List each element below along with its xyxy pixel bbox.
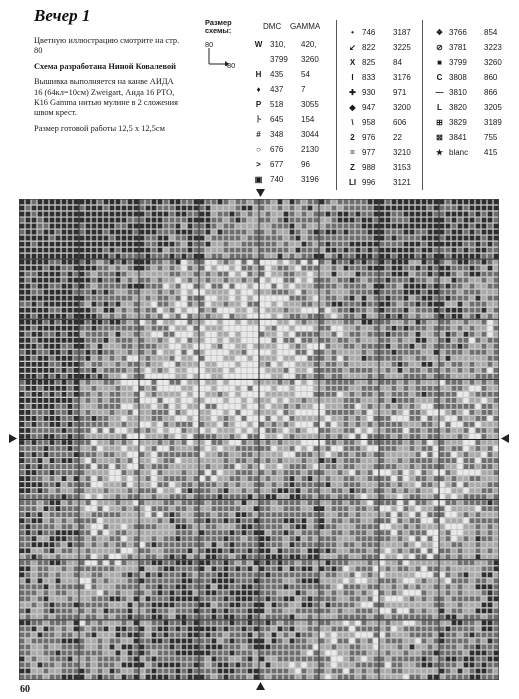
- legend-dmc-code: 930: [362, 88, 376, 97]
- legend-gamma-code: 3055: [301, 100, 319, 109]
- legend-row: [253, 129, 343, 141]
- legend-symbol-icon: ト: [254, 115, 263, 124]
- legend-gamma-code: 3196: [301, 175, 319, 184]
- legend-symbol-icon: W: [254, 40, 263, 49]
- legend-dmc-code: 3808: [449, 73, 467, 82]
- legend-dmc-code: 437: [270, 85, 284, 94]
- legend-row: [347, 147, 437, 159]
- legend-gamma-code: 971: [393, 88, 407, 97]
- legend-row: [253, 144, 343, 156]
- legend-row: [253, 159, 343, 171]
- legend-dmc-code: 645: [270, 115, 284, 124]
- legend-row: [347, 42, 437, 54]
- legend-dmc-code: 348: [270, 130, 284, 139]
- legend-row: [434, 132, 519, 144]
- gamma-column-header: GAMMA: [290, 22, 321, 31]
- chart-grid: [19, 199, 499, 680]
- legend-symbol-icon: C: [436, 73, 443, 82]
- legend-gamma-code: 3260: [484, 58, 502, 67]
- legend-symbol-icon: I: [351, 73, 354, 82]
- legend-dmc-code: blanc: [449, 148, 469, 157]
- legend-row: [434, 102, 519, 114]
- legend-symbol-icon: ⊞: [436, 118, 443, 127]
- legend-gamma-code: 22: [393, 133, 402, 142]
- legend-symbol-icon: ◆: [349, 103, 356, 112]
- legend-row: [253, 174, 343, 186]
- legend-row: [347, 57, 437, 69]
- legend-gamma-code: 415: [484, 148, 498, 157]
- legend-gamma-code: 3260: [301, 55, 319, 64]
- page-number: 60: [20, 684, 30, 695]
- legend-row: [347, 162, 437, 174]
- scale-arrow-icon: [207, 48, 229, 66]
- legend-symbol-icon: 2: [350, 133, 355, 142]
- legend-symbol-icon: P: [255, 100, 262, 109]
- author-note: Схема разработана Ниной Ковалевой: [34, 61, 176, 71]
- legend-gamma-code: 7: [301, 85, 306, 94]
- scale-label: [205, 19, 232, 34]
- legend-row: [434, 147, 519, 159]
- legend-gamma-code: 3225: [393, 43, 411, 52]
- legend-gamma-code: 3205: [484, 103, 502, 112]
- scale-width: 80: [205, 40, 214, 49]
- legend-gamma-code: 3210: [393, 148, 411, 157]
- legend-dmc-code: 3766: [449, 28, 467, 37]
- legend-symbol-icon: #: [256, 130, 261, 139]
- legend-divider: [422, 20, 423, 190]
- legend-dmc-code: 3799: [449, 58, 467, 67]
- legend-row: [347, 117, 437, 129]
- legend-row: [434, 117, 519, 129]
- scale-label-line1: Размер: [205, 18, 232, 27]
- legend-gamma-code: 3187: [393, 28, 411, 37]
- legend-symbol-icon: ★: [435, 148, 444, 157]
- legend-dmc-code: 988: [362, 163, 376, 172]
- legend-symbol-icon: H: [255, 70, 262, 79]
- legend-row: [434, 87, 519, 99]
- legend-row: [253, 114, 343, 126]
- legend-row: [253, 69, 343, 81]
- legend-gamma-code: 860: [484, 73, 498, 82]
- legend-dmc-code: 822: [362, 43, 376, 52]
- legend-gamma-code: 3200: [393, 103, 411, 112]
- legend-gamma-code: 54: [301, 70, 310, 79]
- legend-symbol-icon: LI: [348, 178, 357, 187]
- legend-row: [434, 42, 519, 54]
- legend-row: [253, 99, 343, 111]
- legend-dmc-code: 740: [270, 175, 284, 184]
- legend-gamma-code: 3121: [393, 178, 411, 187]
- finished-size-text: Размер готовой работы 12,5 х 12,5см: [34, 123, 165, 133]
- legend-row: [347, 72, 437, 84]
- legend-symbol-icon: ▣: [254, 175, 263, 184]
- legend-symbol-icon: =: [350, 148, 355, 157]
- legend-dmc-code: 996: [362, 178, 376, 187]
- legend-symbol-icon: L: [437, 103, 442, 112]
- legend-row: [347, 102, 437, 114]
- instructions-text: Вышивка выполняется на канве АИДА 16 (64кл=10см) Zweigart, Аида 16 РТО, К16 Gamma нитью мулине в 2 сложения швом крест.: [34, 77, 178, 118]
- legend-row: [434, 72, 519, 84]
- legend-row: [434, 27, 519, 39]
- legend-symbol-icon: \: [351, 118, 354, 127]
- legend-gamma-code: 866: [484, 88, 498, 97]
- legend-symbol-icon: ❖: [435, 28, 444, 37]
- legend-symbol-icon: ○: [256, 145, 261, 154]
- legend-gamma-code: 96: [301, 160, 310, 169]
- intro-text-block: [34, 36, 184, 139]
- legend-symbol-icon: ↙: [349, 43, 356, 52]
- legend-dmc-code: 3841: [449, 133, 467, 142]
- legend-dmc-code: 3781: [449, 43, 467, 52]
- legend-symbol-icon: ♦: [256, 85, 261, 94]
- legend-gamma-code: 3153: [393, 163, 411, 172]
- legend-symbol-icon: •: [351, 28, 354, 37]
- legend-dmc-code: 976: [362, 133, 376, 142]
- center-marker-top-icon: [256, 189, 265, 197]
- legend-gamma-code: 84: [393, 58, 402, 67]
- legend-gamma-code: 420,: [301, 40, 317, 49]
- center-marker-bottom-icon: [256, 682, 265, 690]
- legend-row: [347, 27, 437, 39]
- scale-height: 80: [227, 61, 236, 70]
- legend-row: [347, 132, 437, 144]
- legend-dmc-code: 958: [362, 118, 376, 127]
- legend-dmc-code: 3810: [449, 88, 467, 97]
- legend-dmc-code: 947: [362, 103, 376, 112]
- legend-gamma-code: 154: [301, 115, 315, 124]
- legend-dmc-code: 825: [362, 58, 376, 67]
- legend-dmc-code: 310,: [270, 40, 286, 49]
- center-marker-right-icon: [501, 434, 509, 443]
- legend-symbol-icon: —: [435, 88, 444, 97]
- cross-stitch-chart: [19, 199, 499, 680]
- legend-symbol-icon: ✚: [349, 88, 356, 97]
- legend-symbol-icon: ■: [437, 58, 442, 67]
- legend-dmc-code: 3799: [270, 55, 288, 64]
- legend-dmc-code: 435: [270, 70, 284, 79]
- legend-dmc-code: 518: [270, 100, 284, 109]
- legend-symbol-icon: ⊘: [436, 43, 443, 52]
- legend-dmc-code: 746: [362, 28, 376, 37]
- legend-gamma-code: 3044: [301, 130, 319, 139]
- legend-dmc-code: 677: [270, 160, 284, 169]
- center-marker-left-icon: [9, 434, 17, 443]
- legend-symbol-icon: ⊠: [436, 133, 443, 142]
- illustration-note: Цветную иллюстрацию смотрите на стр. 80: [34, 36, 180, 56]
- legend-row: [253, 54, 343, 66]
- legend-divider: [336, 20, 337, 190]
- scale-label-line2: схемы:: [205, 25, 232, 35]
- legend-gamma-code: 3223: [484, 43, 502, 52]
- legend-row: [347, 87, 437, 99]
- legend-row: [434, 57, 519, 69]
- legend-gamma-code: 3176: [393, 73, 411, 82]
- legend-row: [347, 177, 437, 189]
- legend-row: [253, 84, 343, 96]
- legend-symbol-icon: Z: [350, 163, 355, 172]
- legend-gamma-code: 3189: [484, 118, 502, 127]
- legend-dmc-code: 676: [270, 145, 284, 154]
- legend-gamma-code: 854: [484, 28, 498, 37]
- legend-symbol-icon: X: [349, 58, 356, 67]
- dmc-column-header: DMC: [263, 22, 282, 31]
- page-title: Вечер 1: [34, 6, 91, 25]
- legend-row: [253, 39, 343, 51]
- legend-dmc-code: 977: [362, 148, 376, 157]
- legend-dmc-code: 833: [362, 73, 376, 82]
- legend-gamma-code: 2130: [301, 145, 319, 154]
- legend-gamma-code: 606: [393, 118, 407, 127]
- legend-symbol-icon: >: [256, 160, 261, 169]
- legend-dmc-code: 3820: [449, 103, 467, 112]
- legend-dmc-code: 3829: [449, 118, 467, 127]
- legend-gamma-code: 755: [484, 133, 498, 142]
